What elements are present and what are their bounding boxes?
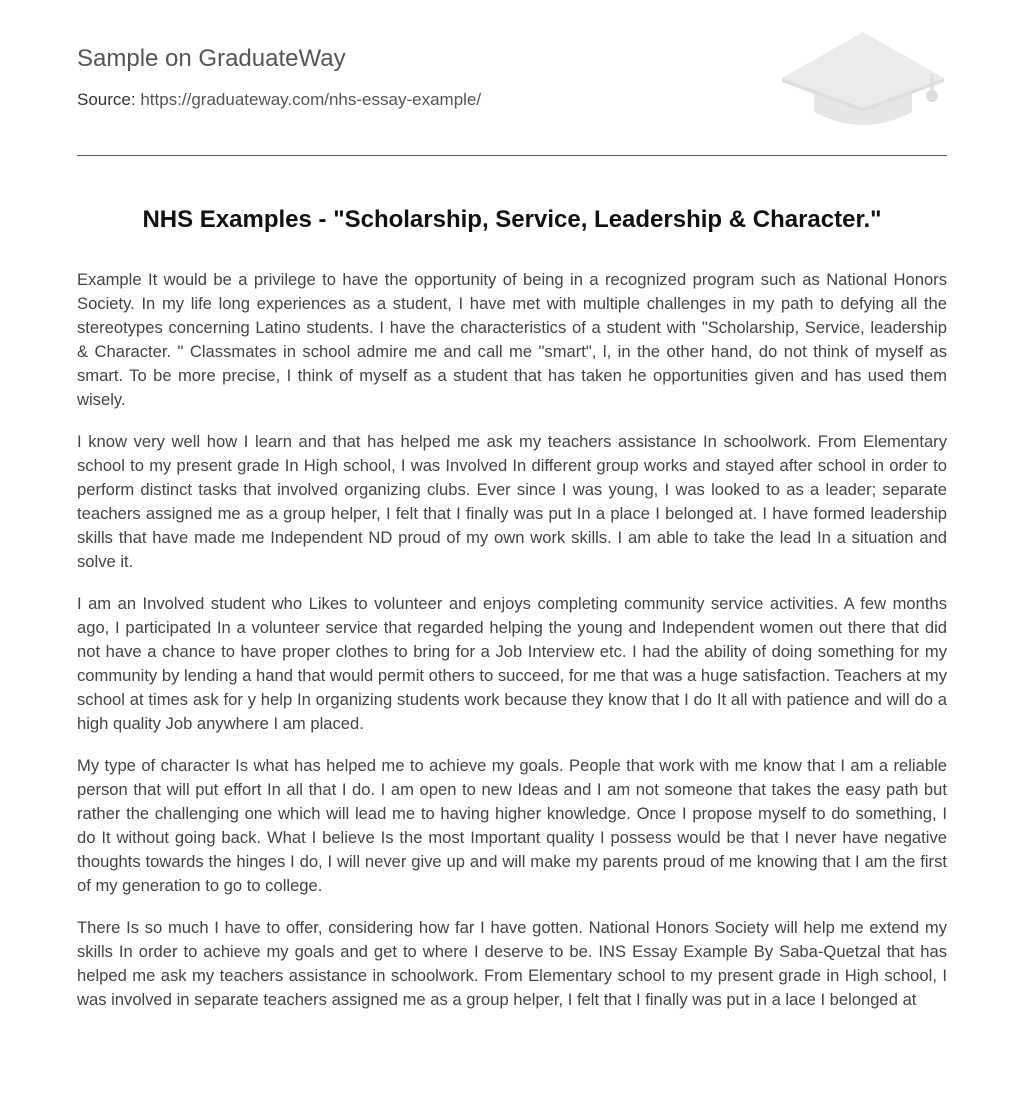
source-link[interactable]: https://graduateway.com/nhs-essay-example/ <box>140 90 482 109</box>
graduation-cap-icon <box>780 30 946 134</box>
essay-paragraph: My type of character Is what has helped me to achieve my goals. People that work with me know that I am a reliable person that will put effort In all that I do. I am open to new Ideas and I am not someone that takes the easy path but rather the challenging one which will lead me to having higher knowledge. Once I propose myself to do something, I do It without going back. What I believe Is the most Important quality I possess would be that I never have negative thoughts towards the hinges I do, I will never give up and will make my parents proud of me knowing that I am the first of my generation to go to college. <box>77 756 947 895</box>
essay-body <box>77 268 947 1030</box>
essay-paragraph: There Is so much I have to offer, considering how far I have gotten. National Honors Society will help me extend my skills In order to achieve my goals and get to where I deserve to be. INS Essay Example By Saba-Quetzal that has helped me ask my teachers assistance in schoolwork. From Elementary school to my present grade in High school, I was involved in separate teachers assigned me as a group helper, I felt that I finally was put in a lace I belonged at <box>77 918 947 1009</box>
header-divider <box>77 155 947 156</box>
source-line <box>77 89 481 111</box>
essay-paragraph: Example It would be a privilege to have the opportunity of being in a recognized program such as National Honors Society. In my life long experiences as a student, I have met with multiple challenges in my path to defying all the stereotypes concerning Latino students. I have the characteristics of a student with "Scholarship, Service, leadership & Character. " Classmates in school admire me and call me "smart", l, in the other hand, do not think of myself as smart. To be more precise, I think of myself as a student that has taken he opportunities given and has used them wisely. <box>77 270 947 409</box>
page-header <box>77 0 947 156</box>
essay-title: NHS Examples - "Scholarship, Service, Leadership & Character." <box>142 206 882 233</box>
essay-paragraph: I am an Involved student who Likes to volunteer and enjoys completing community service activities. A few months ago, I participated In a volunteer service that regarded helping the young and Independent women out there that did not have a chance to have proper clothes to bring for a Job Interview etc. I had the ability of doing something for my community by lending a hand that would permit others to succeed, for me that was a huge satisfaction. Teachers at my school at times ask for y help In organizing students work because they know that I do It all with patience and will do a high quality Job anywhere I am placed. <box>77 594 947 733</box>
site-title: Sample on GraduateWay <box>77 45 346 72</box>
essay-paragraph: I know very well how I learn and that has helped me ask my teachers assistance In schoolwork. From Elementary school to my present grade In High school, I was Involved In different group works and stayed after school in order to perform distinct tasks that involved organizing clubs. Ever since I was young, I was looked to as a leader; separate teachers assigned me as a group helper, I felt that I finally was put In a place I belonged at. I have formed leadership skills that have made me Independent ND proud of my own work skills. I am able to take the lead In a situation and solve it. <box>77 432 947 571</box>
source-label: Source: <box>77 90 141 109</box>
